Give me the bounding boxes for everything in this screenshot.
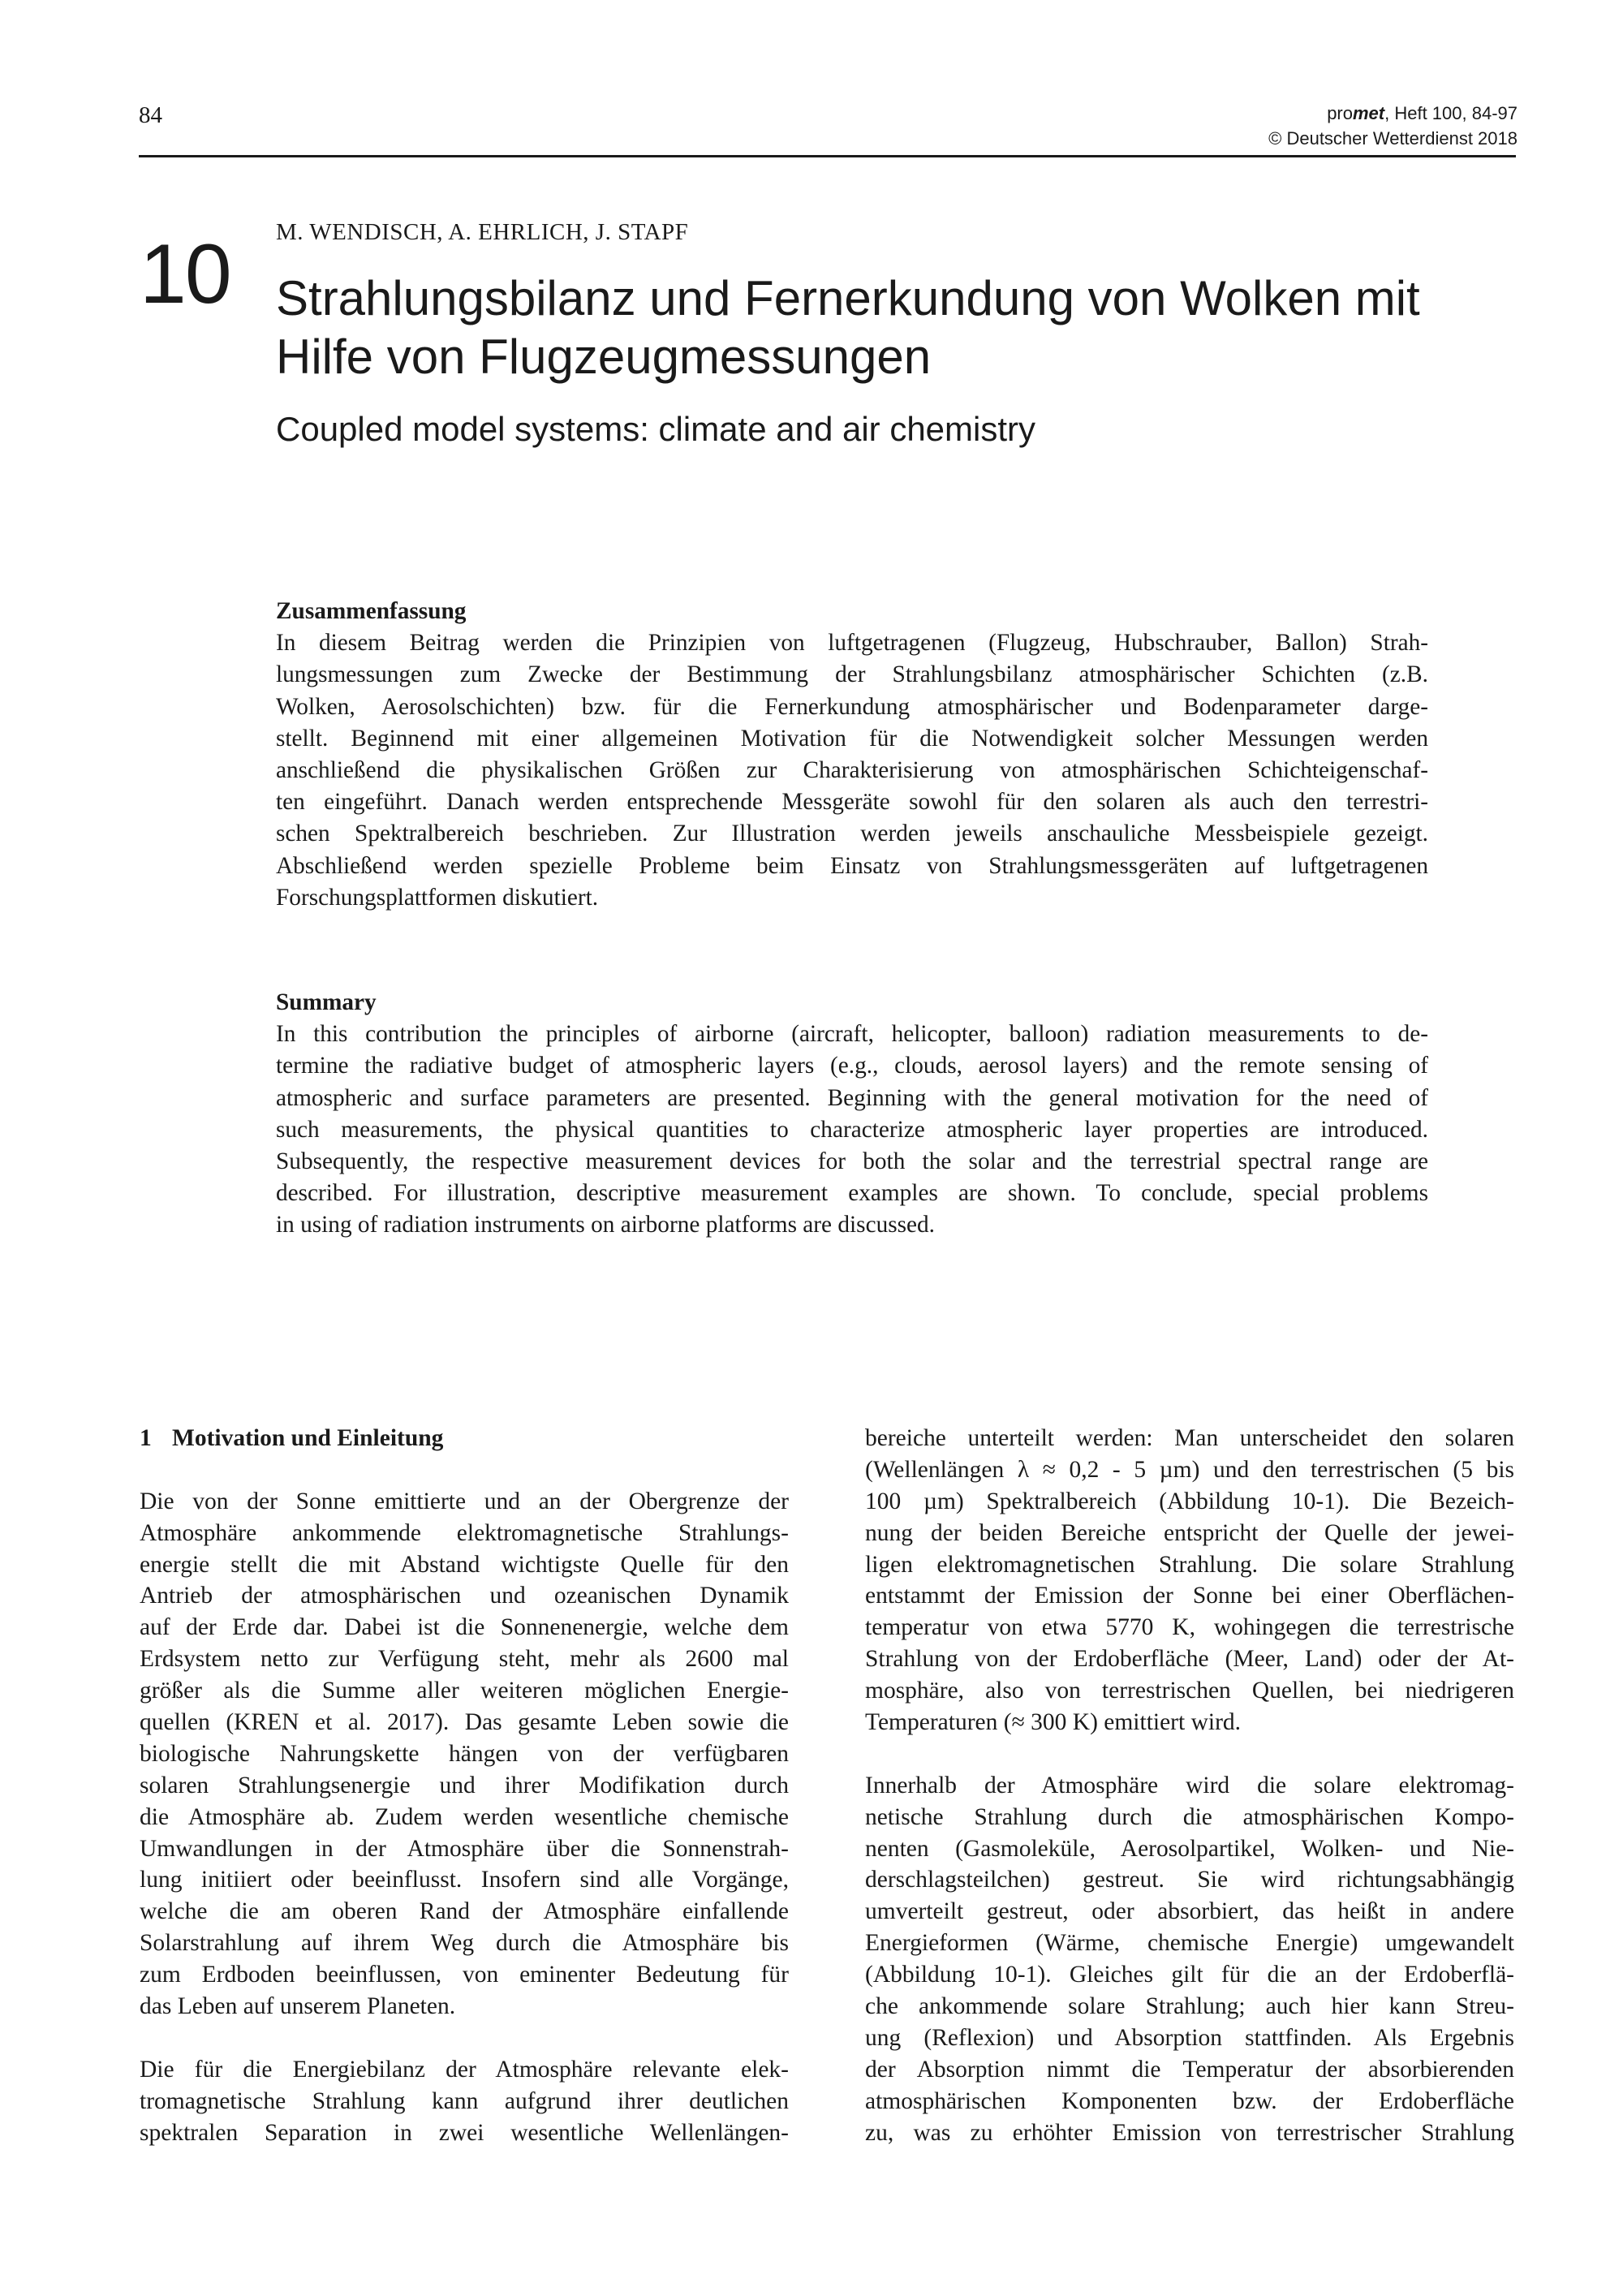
body-line: nung der beiden Bereiche entspricht der Quelle der jewei- bbox=[865, 1519, 1514, 1546]
abstract-german bbox=[276, 596, 1428, 914]
section-title: Motivation und Einleitung bbox=[172, 1425, 444, 1451]
body-line: Energieformen (Wärme, chemische Energie) umgewandelt bbox=[865, 1930, 1514, 1957]
body-line: Temperaturen (≈ 300 K) emittiert wird. bbox=[865, 1709, 1242, 1736]
body-line: größer als die Summe aller weiteren möglichen Energie- bbox=[140, 1678, 789, 1704]
abstract-line: Wolken, Aerosolschichten) bzw. für die Fernerkundung atmosphärischer und Bodenparameter darge- bbox=[276, 693, 1428, 720]
body-line: mosphäre, also von terrestrischen Quellen, bei niedrigeren bbox=[865, 1678, 1514, 1704]
body-line: ligen elektromagnetischen Strahlung. Die solare Strahlung bbox=[865, 1551, 1514, 1578]
body-line: tromagnetische Strahlung kann aufgrund ihrer deutlichen bbox=[140, 2087, 789, 2114]
abstract-line: anschließend die physikalischen Größen zur Charakterisierung von atmosphärischen Schichteigenschaf- bbox=[276, 756, 1428, 783]
body-line: auf der Erde dar. Dabei ist die Sonnenenergie, welche dem bbox=[140, 1614, 789, 1641]
summary-heading: Summary bbox=[276, 989, 377, 1015]
summary-line: Subsequently, the respective measurement devices for both the solar and the terrestrial spectral range are bbox=[276, 1148, 1428, 1174]
body-line: zum Erdboden beeinflussen, von eminenter Bedeutung für bbox=[140, 1962, 789, 1988]
abstract-line: ten eingeführt. Danach werden entsprechende Messgeräte sowohl für den solaren als auch den terrestri- bbox=[276, 789, 1428, 816]
body-line: (Wellenlängen λ ≈ 0,2 - 5 µm) und den terrestrischen (5 bis bbox=[865, 1456, 1514, 1483]
copyright: © Deutscher Wetterdienst 2018 bbox=[1268, 128, 1518, 149]
journal-reference bbox=[1268, 101, 1518, 151]
abstract-line: Forschungsplattformen diskutiert. bbox=[276, 884, 599, 911]
summary-line: such measurements, the physical quantities to characterize atmospheric layer properties are introduced. bbox=[276, 1116, 1428, 1143]
body-line: temperatur von etwa 5770 K, wohingegen die terrestrische bbox=[865, 1614, 1514, 1641]
body-line: welche die am oberen Rand der Atmosphäre einfallende bbox=[140, 1898, 789, 1925]
body-line: umverteilt gestreut, oder absorbiert, das heißt in andere bbox=[865, 1898, 1514, 1925]
summary-line: termine the radiative budget of atmospheric layers (e.g., clouds, aerosol layers) and the remote sensing of bbox=[276, 1053, 1428, 1079]
body-line: bereiche unterteilt werden: Man unterscheidet den solaren bbox=[865, 1425, 1514, 1451]
summary-line: described. For illustration, descriptive measurement examples are shown. To conclude, special problems bbox=[276, 1180, 1428, 1207]
body-line: das Leben auf unserem Planeten. bbox=[140, 1993, 456, 2020]
abstract-english bbox=[276, 987, 1428, 1242]
summary-line: in using of radiation instruments on airborne platforms are discussed. bbox=[276, 1212, 936, 1238]
abstract-line: stellt. Beginnend mit einer allgemeinen Motivation für die Notwendigkeit solcher Messungen werden bbox=[276, 725, 1428, 752]
body-line: entstammt der Emission der Sonne bei einer Oberflächen- bbox=[865, 1583, 1514, 1609]
body-line: lung initiiert oder beeinflusst. Insofern sind alle Vorgänge, bbox=[140, 1867, 789, 1893]
body-line: Umwandlungen in der Atmosphäre über die Sonnenstrah- bbox=[140, 1835, 789, 1862]
section-number: 1 bbox=[140, 1425, 152, 1451]
journal-citation bbox=[1268, 101, 1518, 126]
summary-line: atmospheric and surface parameters are presented. Beginning with the general motivation for the need of bbox=[276, 1084, 1428, 1111]
abstract-line: In diesem Beitrag werden die Prinzipien von luftgetragenen (Flugzeug, Hubschrauber, Ballon) Strah- bbox=[276, 630, 1428, 657]
body-line: Solarstrahlung auf ihrem Weg durch die Atmosphäre bis bbox=[140, 1930, 789, 1957]
chapter-title bbox=[276, 269, 1542, 386]
abstract-heading: Zusammenfassung bbox=[276, 598, 467, 624]
body-line: Die von der Sonne emittierte und an der Obergrenze der bbox=[140, 1488, 789, 1514]
summary-line: In this contribution the principles of airborne (aircraft, helicopter, balloon) radiation measurements to de- bbox=[276, 1021, 1428, 1048]
body-line: (Abbildung 10-1). Gleiches gilt für die an der Erdoberflä- bbox=[865, 1962, 1514, 1988]
body-line: atmosphärischen Komponenten bzw. der Erdoberfläche bbox=[865, 2087, 1514, 2114]
body-line: der Absorption nimmt die Temperatur der absorbierenden bbox=[865, 2056, 1514, 2083]
body-line: Antrieb der atmosphärischen und ozeanischen Dynamik bbox=[140, 1583, 789, 1609]
body-line: spektralen Separation in zwei wesentliche Wellenlängen- bbox=[140, 2119, 789, 2146]
body-line: Erdsystem netto zur Verfügung steht, mehr als 2600 mal bbox=[140, 1646, 789, 1673]
body-line: netische Strahlung durch die atmosphärischen Kompo- bbox=[865, 1803, 1514, 1830]
section-heading bbox=[140, 1423, 789, 1454]
authors: M. WENDISCH, A. EHRLICH, J. STAPF bbox=[276, 219, 689, 245]
body-line: quellen (KREN et al. 2017). Das gesamte Leben sowie die bbox=[140, 1709, 789, 1736]
body-line: nenten (Gasmoleküle, Aerosolpartikel, Wolken- und Nie- bbox=[865, 1835, 1514, 1862]
body-line: biologische Nahrungskette hängen von der verfügbaren bbox=[140, 1740, 789, 1767]
body-line: die Atmosphäre ab. Zudem werden wesentliche chemische bbox=[140, 1803, 789, 1830]
body-column-right bbox=[865, 1423, 1514, 2148]
body-line: ung (Reflexion) und Absorption stattfinden. Als Ergebnis bbox=[865, 2024, 1514, 2051]
journal-emph: met bbox=[1352, 103, 1385, 123]
chapter-number: 10 bbox=[140, 227, 230, 321]
body-line: zu, was zu erhöhter Emission von terrestrischer Strahlung bbox=[865, 2119, 1514, 2146]
body-line: Strahlung von der Erdoberfläche (Meer, Land) oder der At- bbox=[865, 1646, 1514, 1673]
journal-issue: , Heft 100, 84-97 bbox=[1384, 103, 1518, 123]
body-line: solaren Strahlungsenergie und ihrer Modifikation durch bbox=[140, 1772, 789, 1798]
chapter-subtitle: Coupled model systems: climate and air chemistry bbox=[276, 410, 1036, 448]
body-line: che ankommende solare Strahlung; auch hier kann Streu- bbox=[865, 1993, 1514, 2020]
body-line: Die für die Energiebilanz der Atmosphäre relevante elek- bbox=[140, 2056, 789, 2083]
title-line: Strahlungsbilanz und Fernerkundung von Wolken mit bbox=[276, 271, 1420, 325]
title-line: Hilfe von Flugzeugmessungen bbox=[276, 330, 932, 384]
header-rule bbox=[139, 155, 1516, 157]
page-number: 84 bbox=[139, 102, 162, 128]
abstract-line: lungsmessungen zum Zwecke der Bestimmung der Strahlungsbilanz atmosphärischer Schichten (z.B. bbox=[276, 661, 1428, 688]
body-line: Innerhalb der Atmosphäre wird die solare elektromag- bbox=[865, 1772, 1514, 1798]
body-column-left bbox=[140, 1423, 789, 2148]
body-line: Atmosphäre ankommende elektromagnetische Strahlungs- bbox=[140, 1519, 789, 1546]
body-line: 100 µm) Spektralbereich (Abbildung 10-1). Die Bezeich- bbox=[865, 1488, 1514, 1514]
body-line: derschlagsteilchen) gestreut. Sie wird richtungsabhängig bbox=[865, 1867, 1514, 1893]
abstract-line: schen Spektralbereich beschrieben. Zur Illustration werden jeweils anschauliche Messbeispiele gezeigt. bbox=[276, 821, 1428, 847]
body-line: energie stellt die mit Abstand wichtigste Quelle für den bbox=[140, 1551, 789, 1578]
journal-prefix: pro bbox=[1327, 103, 1353, 123]
abstract-line: Abschließend werden spezielle Probleme beim Einsatz von Strahlungsmessgeräten auf luftgetragenen bbox=[276, 852, 1428, 879]
